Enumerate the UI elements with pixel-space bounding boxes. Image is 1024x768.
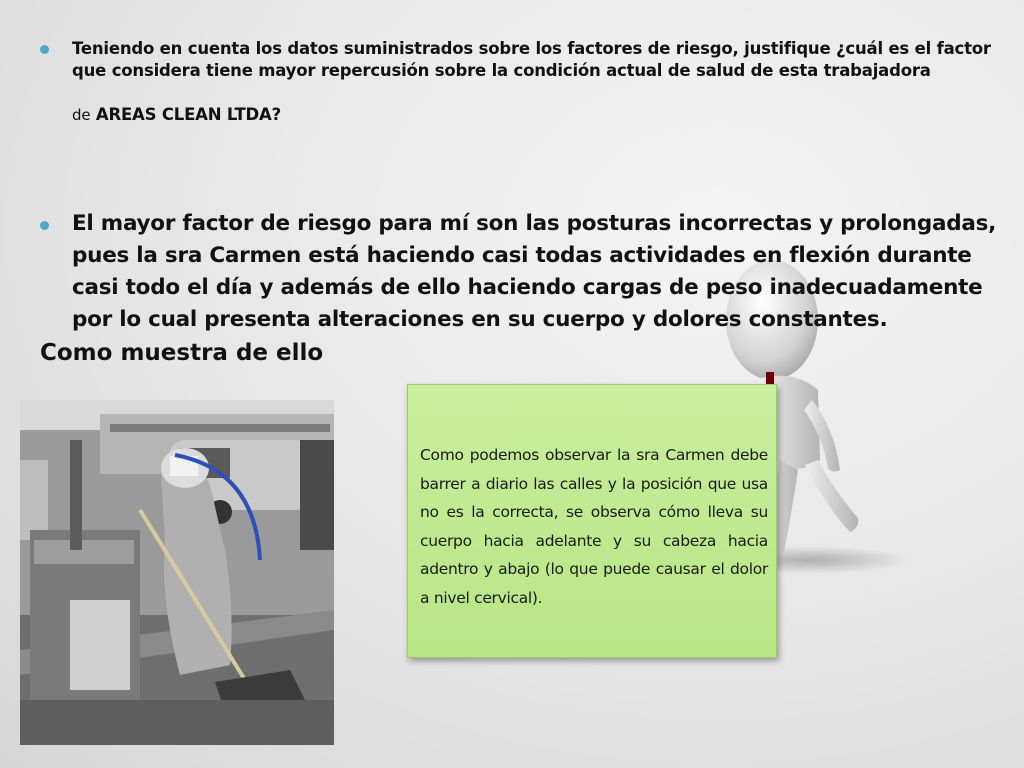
question-text <box>72 38 995 126</box>
bullet-dot-icon <box>40 221 49 230</box>
question-de: de <box>72 106 91 124</box>
answer-text: El mayor factor de riesgo para mí son las posturas incorrectas y prolongadas, pues la sra Carmen está haciendo casi todas actividades en flexión durante casi todo el día y además de ello haciendo cargas de peso inadecuadamente por lo cual presenta alteraciones en su cuerpo y dolores constantes. <box>72 211 997 332</box>
bullet-dot-icon <box>40 45 49 54</box>
worker-sweeping-image <box>20 400 334 745</box>
observation-text: Como podemos observar la sra Carmen debe barrer a diario las calles y la posición que usa no es la correcta, se observa cómo lleva su cuerpo hacia adelante y su cabeza hacia adentro y abajo (lo que puede causar el dolor a nivel cervical). <box>420 446 768 607</box>
question-company-line <box>72 104 995 126</box>
bullet-answer <box>40 208 1010 336</box>
section-heading: Como muestra de ello <box>40 340 324 366</box>
bullet-question <box>40 38 995 126</box>
question-line: Teniendo en cuenta los datos suministrados sobre los factores de riesgo, justifique ¿cuál es el factor que considera tiene mayor repercusión sobre la condición actual de salud de esta trabajadora <box>72 39 991 80</box>
company-name: AREAS CLEAN LTDA? <box>95 105 281 124</box>
observation-box <box>407 384 777 658</box>
worker-photo <box>20 400 334 745</box>
